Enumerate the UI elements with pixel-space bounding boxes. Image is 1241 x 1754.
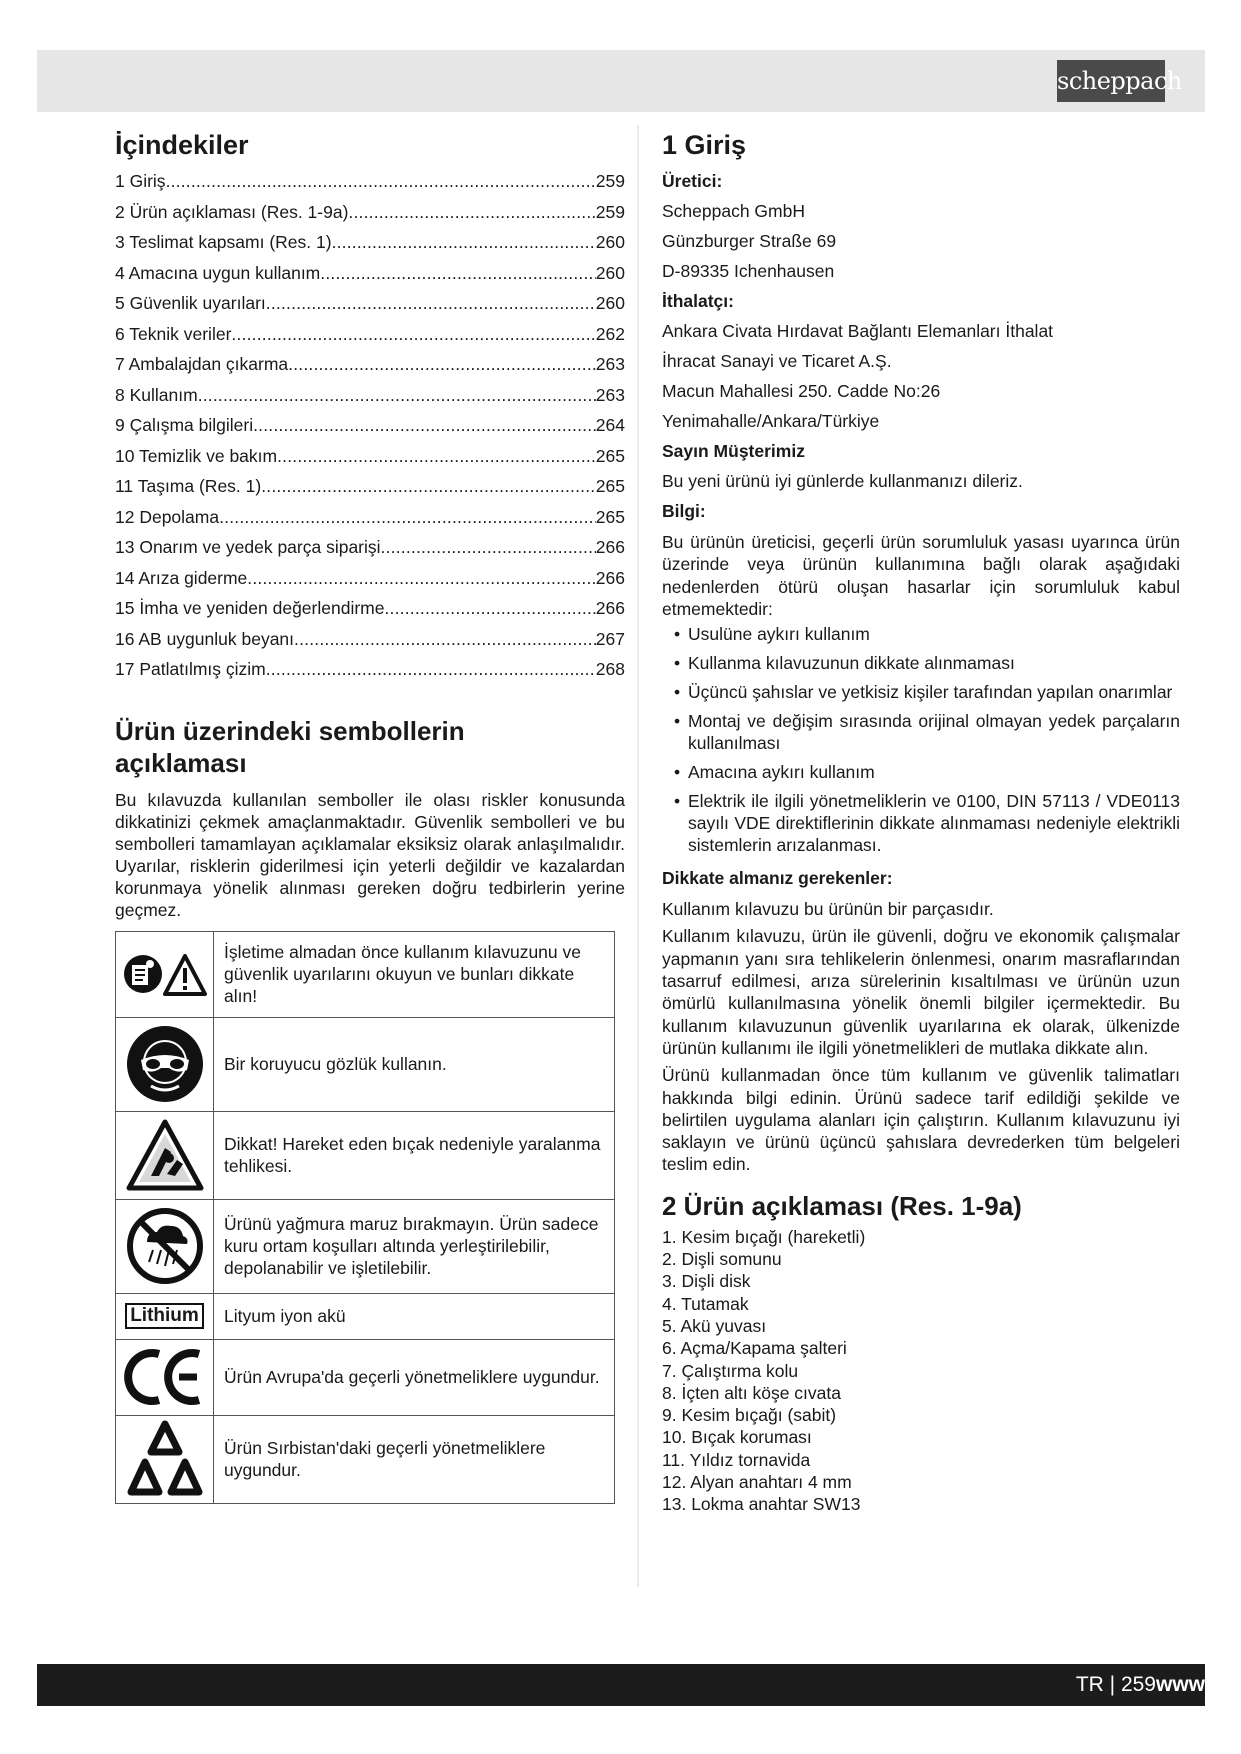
symbol-description: İşletime almadan önce kullanım kılavuzunu ve güvenlik uyarılarını okuyun ve bunları dikkate alın! (214, 931, 615, 1017)
list-item: • Montaj ve değişim sırasında orijinal olmayan yedek parçaların kullanılması (662, 710, 1180, 754)
list-item: 10. Bıçak koruması (662, 1427, 812, 1448)
table-row (116, 1293, 615, 1339)
info-label: Bilgi: (662, 501, 706, 521)
toc-entry[interactable]: 13 Onarım ve yedek parça siparişi ..... 266 (115, 532, 625, 563)
importer-label: İthalatçı: (662, 291, 734, 311)
list-item: 7. Çalıştırma kolu (662, 1360, 799, 1381)
list-item: 3. Dişli disk (662, 1271, 751, 1292)
brand-logo: scheppach (1057, 60, 1165, 102)
toc-entry[interactable]: 12 Depolama ..... 265 (115, 502, 625, 533)
table-row (116, 1415, 615, 1503)
manual-warning-icon (123, 950, 207, 998)
left-column (115, 128, 625, 1504)
page-footer (37, 1664, 1205, 1706)
toc-entry[interactable]: 10 Temizlik ve bakım ..... 265 (115, 441, 625, 472)
table-row (116, 1199, 615, 1293)
toc-entry[interactable]: 9 Çalışma bilgileri ..... 264 (115, 410, 625, 441)
column-divider (637, 125, 639, 1587)
list-item: • Amacına aykırı kullanım (662, 761, 1180, 783)
section-title-intro: 1 Giriş (662, 130, 747, 160)
list-item: 8. İçten altı köşe cıvata (662, 1382, 841, 1403)
toc-title: İçindekiler (115, 130, 249, 160)
symbol-description: Ürün Sırbistan'daki geçerli yönetmeliklere uygundur. (214, 1415, 615, 1503)
table-row (116, 1339, 615, 1415)
list-item: 4. Tutamak (662, 1293, 749, 1314)
symbols-section-title: Ürün üzerindeki sembollerin açıklaması (115, 715, 465, 778)
toc-entry[interactable]: 5 Güvenlik uyarıları ..... 260 (115, 288, 625, 319)
customer-label: Sayın Müşterimiz (662, 441, 805, 461)
ce-mark-icon (123, 1346, 207, 1408)
symbol-description: Ürünü yağmura maruz bırakmayın. Ürün sadece kuru ortam koşulları altında yerleştirilebilir, depolanabilir ve işletilebilir. (214, 1199, 615, 1293)
list-item: • Usulüne aykırı kullanım (662, 623, 1180, 645)
symbol-description: Lityum iyon akü (214, 1293, 615, 1339)
toc-entry[interactable]: 14 Arıza giderme ..... 266 (115, 563, 625, 594)
toc-entry[interactable]: 16 AB uygunluk beyanı ..... 267 (115, 624, 625, 655)
list-item: • Elektrik ile ilgili yönetmeliklerin ve 0100, DIN 57113 / VDE0113 sayılı VDE direktiflerinin dikkate alınmaması nedeniyle elektrikli sistemlerin arızalanması. (662, 790, 1180, 856)
safety-goggles-icon (125, 1024, 205, 1104)
list-item: 5. Akü yuvası (662, 1315, 767, 1336)
toc-entry[interactable]: 11 Taşıma (Res. 1) ..... 265 (115, 471, 625, 502)
toc-entry[interactable]: 4 Amacına uygun kullanım ..... 260 (115, 258, 625, 289)
symbols-intro: Bu kılavuzda kullanılan semboller ile olası riskler konusunda dikkatinizi çekmek amaçlanmaktadır. Güvenlik sembolleri ve bu sembolleri tamamlayan açıklamalar eksiksiz olarak anlaşılmalıdır. Uyarılar, risklerin giderilmesi için yeterli değildir ve kazalardan korunmaya yönelik alınması gereken doğru tedbirlerin yerine geçmez. (115, 789, 625, 920)
list-item: 12. Alyan anahtarı 4 mm (662, 1472, 852, 1493)
list-item: 6. Açma/Kapama şalteri (662, 1338, 847, 1359)
section-title-product: 2 Ürün açıklaması (Res. 1-9a) (662, 1190, 1022, 1221)
no-rain-icon (125, 1206, 205, 1286)
right-column (662, 128, 1180, 1516)
list-item: 11. Yıldız tornavida (662, 1449, 811, 1470)
list-item: 13. Lokma anahtar SW13 (662, 1494, 861, 1515)
page-number-label: TR | 259www (1075, 1673, 1205, 1696)
attention-paragraph: Kullanım kılavuzu, ürün ile güvenli, doğru ve ekonomik çalışmalar yapmanın yanı sıra tehlikelerin önlenmesi, onarım masraflarından tasarruf edilmesi, arıza sürelerinin kısaltılması ve ürünün uzun ömürlü kullanılmasına yönelik önemli bilgiler içermektedir. Bu kullanım kılavuzunun güvenlik uyarılarına ek olarak, ülkenizde ürünün kullanımı ile ilgili yönetmelikleri de mutlaka dikkate alın. (662, 926, 1180, 1058)
attention-label: Dikkate almanız gerekenler: (662, 868, 893, 889)
address-line: İhracat Sanayi ve Ticaret A.Ş. (662, 351, 892, 371)
table-row (116, 1017, 615, 1111)
toc-entry[interactable]: 17 Patlatılmış çizim ..... 268 (115, 654, 625, 685)
address-line: Yenimahalle/Ankara/Türkiye (662, 411, 880, 431)
liability-list (662, 623, 1180, 856)
symbol-description: Ürün Avrupa'da geçerli yönetmeliklere uygundur. (214, 1339, 615, 1415)
table-row (116, 931, 615, 1017)
address-line: Ankara Civata Hırdavat Bağlantı Elemanları İthalat (662, 321, 1054, 341)
toc-entry[interactable]: 8 Kullanım ..... 263 (115, 380, 625, 411)
list-item: 2. Dişli somunu (662, 1249, 782, 1270)
toc-entry[interactable]: 3 Teslimat kapsamı (Res. 1) ..... 260 (115, 227, 625, 258)
attention-paragraph: Ürünü kullanmadan önce tüm kullanım ve güvenlik talimatları hakkında bilgi edinin. Ürünü sadece tarif edildiği şekilde ve belirtilen uygulama alanları için çalıştırın. Kullanım kılavuzunu iyi saklayın ve ürünü üçüncü şahıslara devrederken tüm belgeleri teslim edin. (662, 1065, 1180, 1175)
toc-entry[interactable]: 7 Ambalajdan çıkarma ..... 263 (115, 349, 625, 380)
lithium-icon: Lithium (125, 1303, 204, 1329)
toc-entry[interactable]: 2 Ürün açıklaması (Res. 1-9a) ..... 259 (115, 197, 625, 228)
blade-hazard-icon (125, 1118, 205, 1192)
toc-entry[interactable]: 1 Giriş ..... 259 (115, 166, 625, 197)
list-item: 1. Kesim bıçağı (hareketli) (662, 1226, 866, 1247)
toc-entry[interactable]: 15 İmha ve yeniden değerlendirme ..... 266 (115, 593, 625, 624)
parts-list (662, 1226, 1180, 1516)
list-item: • Kullanma kılavuzunun dikkate alınmaması (662, 652, 1180, 674)
manufacturer-label: Üretici: (662, 171, 723, 191)
address-line: Scheppach GmbH (662, 201, 805, 221)
symbol-description: Bir koruyucu gözlük kullanın. (214, 1017, 615, 1111)
toc-entry[interactable]: 6 Teknik veriler ..... 262 (115, 319, 625, 350)
list-item: • Üçüncü şahıslar ve yetkisiz kişiler tarafından yapılan onarımlar (662, 681, 1180, 703)
address-line: Macun Mahallesi 250. Cadde No:26 (662, 381, 941, 401)
address-line: Günzburger Straße 69 (662, 231, 837, 251)
symbol-description: Dikkat! Hareket eden bıçak nedeniyle yaralanma tehlikesi. (214, 1111, 615, 1199)
address-line: D-89335 Ichenhausen (662, 261, 835, 281)
attention-paragraph: Kullanım kılavuzu bu ürünün bir parçasıdır. (662, 899, 994, 920)
symbols-table (115, 931, 615, 1504)
list-item: 9. Kesim bıçağı (sabit) (662, 1405, 837, 1426)
page-header (37, 50, 1205, 112)
table-row (116, 1111, 615, 1199)
table-of-contents (115, 166, 625, 685)
customer-text: Bu yeni ürünü iyi günlerde kullanmanızı dileriz. (662, 471, 1023, 491)
info-text: Bu ürünün üreticisi, geçerli ürün sorumluluk yasası uyarınca ürün üzerinde veya ürünün kullanımına bağlı olarak aşağıdaki nedenlerden ötürü oluşan hasarlar için sorumluluk kabul etmemektedir: (662, 532, 1180, 619)
serbia-conformity-icon (125, 1420, 205, 1498)
